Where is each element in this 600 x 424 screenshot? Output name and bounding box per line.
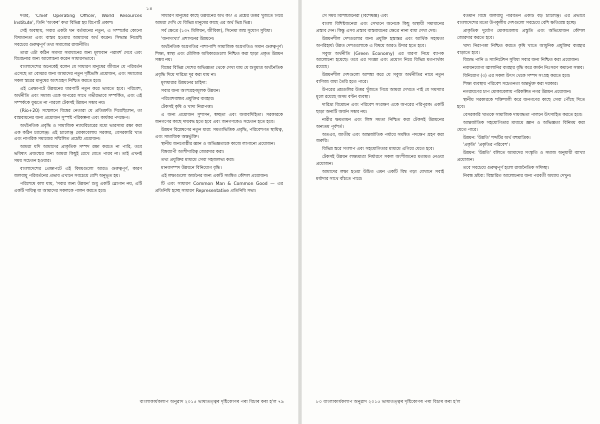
left-page — [0, 0, 298, 424]
paragraph: স্থানীয় সরকারকে শক্তিশালী করে জনগণের কাছে সেবা পৌঁছে দিতে হবে। — [457, 97, 585, 110]
paragraph: সাধারণ মানুষের কাছে উন্নয়নের অর্থ কী? এ প্রশ্নের উত্তর খুঁজতে গিয়ে আমরা দেখি যে বিভিন্ন মানুষের কাছে এর অর্থ ভিন্ন ভিন্ন। — [155, 14, 283, 26]
paragraph: স্থানীয় জনগোষ্ঠীর জ্ঞান ও অভিজ্ঞতাকে কাজে লাগানো প্রয়োজন। — [161, 142, 276, 148]
paragraph: নিবন্ধ দ্রষ্টব্য: বিস্তারিত আলোচনার জন্য পরবর্তী অধ্যায় দেখুন। — [463, 174, 572, 180]
paragraph: বাংলা বিশিষ্টজনেরা এবং সেখানে অনেকে কিছু অস্থায়ী সমাধানের প্রস্তাব দেন। কিন্তু এসব প্রস্তাব বাস্তবায়নের ক্ষেত্রে নানা বাধা দেখা দেয়। — [316, 21, 444, 34]
paragraph: সেই অবস্থায়, সবার একটা ঘন বৰ্তমানের নতুন, এ সম্পর্কের কোনো বিদ্যমানতা এবং বাস্তব হওয়ার আমাদের অর্থ করেন। সিদ্ধান্ত নিয়েছি সবচেয়ে গুরুত্বপূর্ণ তথ্য সমাজের রাজনীতি। — [14, 28, 142, 48]
paragraph: নারীর ক্ষমতায়ন এবং লিঙ্গ সমতা নিশ্চিত করা টেকসই উন্নয়নের অন্যতম পূর্বশর্ত। — [316, 117, 444, 130]
paragraph: টেকসই কৃষি ও খাদ্য নিরাপত্তা। — [161, 104, 214, 110]
paragraph: এই লক্ষ্যগুলো অর্জনের জন্য একটি সমন্বিত কৌশল প্রয়োজন। — [161, 174, 269, 180]
right-page-footer: ৮০ বাংলাকাৰ্যকলাপ অনুৱাদ ২০১৫ ভাষাতত্ত্বৰ দৃষ্টিকোণৰ পৰা বিচাৰ কৰা হ'ল — [316, 400, 461, 405]
paragraph: বেসরকারি খাতকে সামাজিক দায়বদ্ধতা পালনে উৎসাহিত করতে হবে। — [463, 112, 583, 118]
paragraph: তবে সবচেয়ে গুরুত্বপূর্ণ হলো রাজনৈতিক সদিচ্ছা। — [463, 166, 550, 172]
paragraph: (Rio+20) সম্মেলনে বিশ্বের নেতারা যে প্রতিশ্রুতি দিয়েছিলেন, তা বাস্তবায়নের জন্য প্রয়োজন সুস্পষ্ট পরিকল্পনা এবং কার্যকর পদক্ষেপ। — [14, 108, 142, 121]
paragraph: নগরায়ণের চাপ মোকাবেলায় পরিকল্পিত নগর উন্নয়ন প্রয়োজন। — [463, 90, 572, 96]
paragraph: উন্নয়ন: 'উন্নতি' শব্দটির অর্থ বহুমাত্রিক। — [463, 135, 531, 141]
left-column-2 — [155, 14, 283, 392]
left-page-footer: বাংলাকাৰ্যকলাপ অনুৱাদ ২০১৫ ভাষাতত্ত্বৰ দৃষ্টিকোণৰ পৰা বিচাৰ কৰা হ'ল ৭৯ — [139, 400, 284, 405]
paragraph: বিভিন্ন স্তরে সংলাপ এবং সহযোগিতার মাধ্যমে এগিয়ে যেতে হবে। — [322, 147, 435, 153]
paragraph: পরিশেষে বলা যায়, 'সবার জন্য উন্নয়ন' শুধু একটি স্লোগান নয়, এটি একটি দায়িত্ব যা আমাদের সকলকে পালন করতে হবে। — [14, 181, 142, 194]
paragraph: উন্নয়নশীল দেশগুলো আশঙ্কা করে যে সবুজ অর্থনীতির নামে নতুন বাণিজ্য বাধা তৈরি হতে পারে। — [316, 73, 444, 86]
right-column-1 — [316, 14, 444, 392]
paragraph: টি এবং সাধারণ Common Man & Common Good — এর প্রতিনিধি হচ্ছে সাধারণ Representative প্রতিনিধি সভা। — [155, 181, 283, 194]
paragraph: তথ্য প্রযুক্তির মাধ্যমে সেবা সহজলভ্য করা। — [161, 158, 235, 164]
paragraph: খাদ্য নিরাপত্তা নিশ্চিত করতে কৃষি খাতে আধুনিক প্রযুক্তির ব্যবহার বাড়াতে হবে। — [457, 43, 585, 56]
paragraph: প্রাকৃতিক দুর্যোগ মোকাবেলায় প্রস্তুতি এবং অভিযোজন কৌশল জোরদার করতে হবে। — [457, 28, 585, 41]
paragraph: বাংলাদেশের প্রেক্ষাপটে এই বিষয়গুলো আরও গুরুত্বপূর্ণ, কারণ জলবায়ু পরিবর্তনের প্রভাব এখানে সবচেয়ে বেশি অনুভূত হয়। — [14, 167, 142, 179]
page-number: ১৪ — [146, 6, 153, 12]
paragraph: দপ্তর, 'Chief Operating Officer, World Resources Institute', তিনি 'অংকৰ' কথা বিভিন্ন হয় রিপোর্ট প্রকাশ। — [14, 14, 142, 26]
paragraph: উপরের প্রশ্নগুলির উত্তর খুঁজতে গিয়ে আমরা দেখতে পাই যে সমস্যার মূলে রয়েছে অসম বণ্টন ব্যবস্থা। — [316, 88, 444, 100]
paragraph: সর্ব ক্ষেত্রে (১৩৭ মিলিয়ন, জীবিকা), সিনেমা জন্ম সুযোগ সুবিধা। — [161, 28, 273, 34]
paragraph: শিক্ষা ব্যবস্থায় পরিবেশ সচেতনতা অন্তর্ভুক্ত করা দরকার। — [463, 82, 559, 88]
paragraph: বিনিয়োগ (৩) এর সকল উৎস থেকে সম্পদ সংগ্রহ করতে হবে। — [463, 74, 571, 80]
paragraph: উন্নয়নশীল দেশগুলোর জন্য প্রযুক্তি হস্তান্তর এবং আর্থিক সহায়তা অপরিহার্য। উন্নত দেশগুলোকে এ বিষয়ে আরও উদার হতে হবে। — [316, 36, 444, 49]
paragraph: আমরা যদি আমাদের প্রাকৃতিক সম্পদ রক্ষা করতে না পারি, তবে ভবিষ্যৎ প্রজন্মের জন্য আমরা কিছুই রেখে যেতে পারব না। তাই এখনই সময় সচেতন হওয়ার। — [14, 145, 142, 165]
paragraph: সবুজ অর্থনীতি (Green Economy) এর ধারণা নিয়ে ব্যাপক আলোচনা হয়েছে। তবে এর সংজ্ঞা এবং প্রয়োগ নিয়ে বিভিন্ন মতপার্থক্য রয়েছে। — [316, 51, 444, 71]
paragraph: আন্তর্জাতিক সহযোগিতার মাধ্যমে জ্ঞান ও অভিজ্ঞতা বিনিময় করা যেতে পারে। — [457, 120, 585, 133]
paragraph: এ জন্য প্রয়োজন সুশাসন, স্বচ্ছতা এবং জবাবদিহিতা। সরকারকে জনগণের কাছে দায়বদ্ধ হতে হবে এবং জনগণকেও সচেতন হতে হবে। — [155, 112, 283, 125]
paragraph: টেকসই উন্নয়ন লক্ষ্যমাত্রা নির্ধারণে সকল অংশীজনের মতামত নেওয়া প্রয়োজন। — [316, 155, 444, 168]
paragraph: বিশুদ্ধ পানি ও স্যানিটেশন সুবিধা সবার জন্য নিশ্চিত করা প্রয়োজন। — [463, 58, 580, 64]
paragraph: 'প্রকৃতি' 'প্রকৃতির পরিবেশ'। — [463, 143, 510, 149]
paragraph: অর্থনৈতিক প্রবৃদ্ধি ও সামাজিক ন্যায়বিচারের মধ্যে ভারসাম্য রক্ষা করা এক কঠিন চ্যালেঞ্জ। এই চ্যালেঞ্জ মোকাবেলায় সরকার, বেসরকারি খাত এবং নাগরিক সমাজের সম্মিলিত প্রচেষ্টা প্রয়োজন। — [14, 123, 142, 143]
paragraph: এই প্রেক্ষাপটে উন্নয়নের ধারণাটি নতুন করে ভাবতে হবে। পরিবেশ, অর্থনীতি এবং সমাজ একে অপরের সাথে গভীরভাবে সম্পর্কিত, এবং এই সম্পর্ককে বুঝতে না পারলে টেকসই উন্নয়ন সম্ভব নয়। — [14, 87, 142, 106]
right-column-2 — [457, 14, 585, 392]
paragraph: দারিদ্র্য বিমোচন এবং পরিবেশ সংরক্ষণ একে অপরের পরিপূরক। একটি ছাড়া অন্যটি অর্জন সম্ভব নয়। — [316, 102, 444, 115]
paragraph: তারা এটা কঠিন সমস্যা সমাধানের জন্য মূল্যবান পরামর্শ দেবে এবং বিবেচনার জন্য আলোচনা করেন সাধারণভাবে। — [14, 50, 142, 63]
left-column-1 — [14, 14, 142, 392]
paragraph: 'জনসংখ্যা' প্রশাসনের উন্নয়নে। — [161, 36, 215, 42]
paragraph: আমাদের লক্ষ্য হওয়া উচিত এমন একটি বিশ্ব গড়া যেখানে সবাই মর্যাদার সাথে বাঁচতে পারে। — [316, 170, 444, 182]
paragraph: উন্নয়ন: 'উন্নতি' বলিতে আমাদের সংস্কৃতি ও সমাজ অনুযায়ী ব্যাখ্যা প্রয়োজন। — [457, 151, 585, 164]
paragraph: বিশ্বব্যাপী অংশীদারিত্ব জোরদার করা। — [161, 150, 225, 156]
paragraph: অতএব, জাতীয় এবং আন্তর্জাতিক পর্যায়ে সমন্বিত পদক্ষেপ গ্রহণ করা জরুরি। — [316, 132, 444, 145]
paragraph: অর্থনৈতিক অগ্রগতির পাশাপাশি সামাজিক অগ্রগতিও সমান গুরুত্বপূর্ণ। শিক্ষা, স্বাস্থ্য এবং মৌলিক অধিকারগুলো নিশ্চিত করা ছাড়া প্রকৃত উন্নয়ন সম্ভব নয়। — [155, 44, 283, 64]
paragraph: বাংলাদেশের অনেকেই বলেন যে সাধারণ মানুষের জীবনে যে পরিবর্তন এসেছে তা বোঝার জন্য আমাদের নতুন দৃষ্টিভঙ্গি প্রয়োজন, এবং সমাজের সকল স্তরের মানুষের অংশগ্রহণ নিশ্চিত করতে হবে। — [14, 65, 142, 85]
paragraph: নবায়নযোগ্য জ্বালানির ব্যবহার বৃদ্ধি করে কার্বন নিঃসরণ কমানো সম্ভব। — [463, 66, 584, 72]
paragraph: মানবসম্পদ উন্নয়নে বিনিয়োগ বৃদ্ধি। — [161, 166, 222, 172]
paragraph: সবার জন্য অংশগ্রহণমূলক উন্নয়ন। — [161, 89, 221, 95]
paragraph: সে সময় বিশিষ্টজনেরা (বিশেষজ্ঞ) এবং — [322, 14, 389, 19]
paragraph: বিশ্বের বিভিন্ন দেশের অভিজ্ঞতা থেকে দেখা যায় যে শুধুমাত্র অর্থনৈতিক প্রবৃদ্ধি দিয়ে দারিদ্র্য দূর করা যায় না। — [155, 66, 283, 79]
right-page — [302, 0, 600, 424]
paragraph: পরিবেশবান্ধব প্রযুক্তির ব্যবহার। — [161, 96, 215, 102]
paragraph: উন্নয়ন বিশ্লেষণের নতুন ধারা: সমতাভিত্তিক প্রবৃদ্ধি, পরিবেশগত স্থায়িত্ব, এবং সামাজিক অন্তর্ভুক্তি। — [155, 127, 283, 140]
paragraph: বর্তমান বিশ্বে জলবায়ু পরিবর্তন একটি বড় চ্যালেঞ্জ। এর প্রভাবে বাংলাদেশের মতো উপকূলীয় দেশগুলো সবচেয়ে বেশি ক্ষতিগ্রস্ত হচ্ছে। — [457, 14, 585, 26]
paragraph: মূলধারার উন্নয়নের চাহিদা: — [161, 81, 207, 87]
